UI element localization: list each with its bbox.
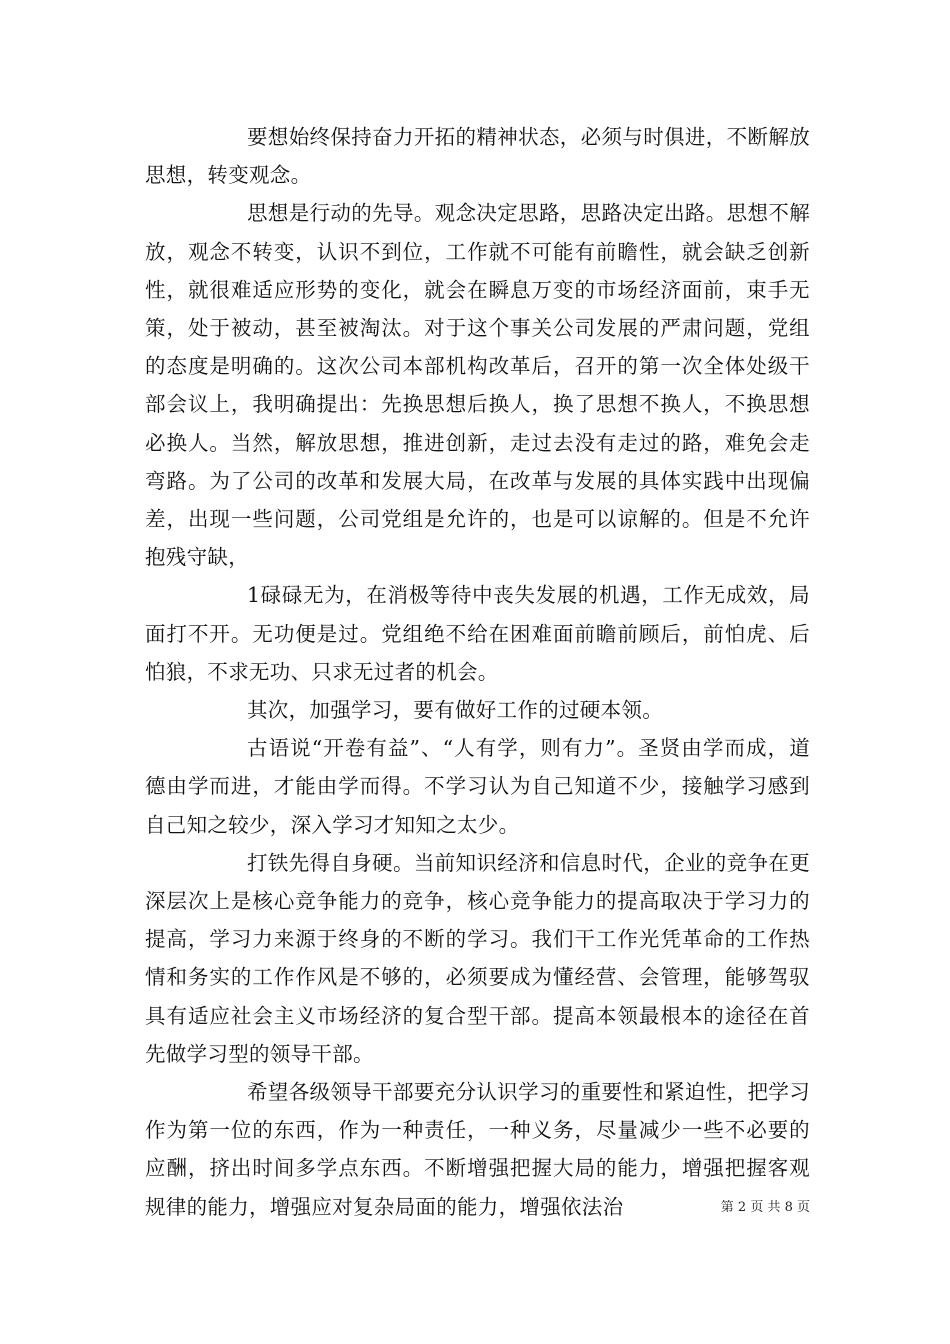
paragraph: 打铁先得自身硬。当前知识经济和信息时代，企业的竞争在更深层次上是核心竞争能力的竞争，核心竞争能力的提高取决于学习力的提高，学习力来源于终身的不断的学习。我们干工作光凭革命的工作热情和务实的工作作风是不够的，必须要成为懂经营、会管理，能够驾驭具有适应社会主义市场经济的复合型干部。提高本领最根本的途径在首先做学习型的领导干部。	[145, 850, 810, 1066]
paragraph: 思想是行动的先导。观念决定思路，思路决定出路。思想不解放，观念不转变，认识不到位，工作就不可能有前瞻性，就会缺乏创新性，就很难适应形势的变化，就会在瞬息万变的市场经济面前，束手无策，处于被动，甚至被淘汰。对于这个事关公司发展的严肃问题，党组的态度是明确的。这次公司本部机构改革后，召开的第一次全体处级干部会议上，我明确提出：先换思想后换人，换了思想不换人，不换思想必换人。当然，解放思想，推进创新，走过去没有走过的路，难免会走弯路。为了公司的改革和发展大局，在改革与发展的具体实践中出现偏差，出现一些问题，公司党组是允许的，也是可以谅解的。但是不允许抱残守缺，	[145, 201, 810, 570]
paragraph: 其次，加强学习，要有做好工作的过硬本领。	[247, 698, 663, 723]
paragraph: 古语说“开卷有益”、“人有学，则有力”。圣贤由学而成，道德由学而进，才能由学而得。不学习认为自己知道不少，接触学习感到自己知之较少，深入学习才知知之太少。	[145, 736, 810, 837]
paragraph: 希望各级领导干部要充分认识学习的重要性和紧迫性，把学习作为第一位的东西，作为一种责任，一种义务，尽量减少一些不必要的应酬，挤出时间多学点东西。不断增强把握大局的能力，增强把握客观规律的能力，增强应对复杂局面的能力，增强依法治	[145, 1080, 810, 1219]
paragraph: 1碌碌无为，在消极等待中丧失发展的机遇，工作无成效，局面打不开。无功便是过。党组绝不给在困难面前瞻前顾后，前怕虎、后怕狼，不求无功、只求无过者的机会。	[145, 583, 810, 684]
page-number-footer: 第 2 页 共 8 页	[720, 1200, 810, 1215]
paragraph: 要想始终保持奋力开拓的精神状态，必须与时俱进，不断解放思想，转变观念。	[145, 125, 810, 188]
document-body	[145, 118, 810, 1226]
